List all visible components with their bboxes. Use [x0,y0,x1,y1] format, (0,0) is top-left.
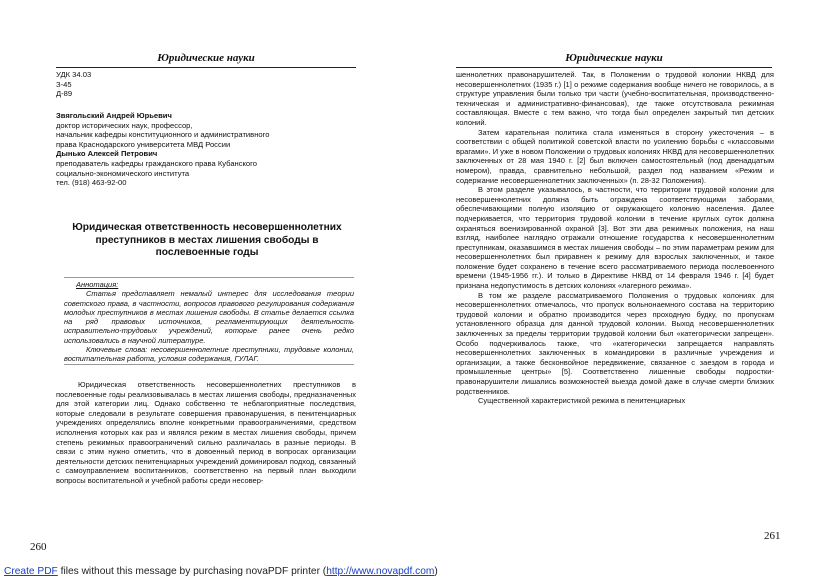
article-title: Юридическая ответственность несовершеннолетних преступников в местах лишения свободы в послевоенные годы [72,222,342,259]
create-pdf-link[interactable]: Create PDF [4,566,58,577]
author1-name: Звягольский Андрей Юрьевич [56,111,172,120]
running-header: Юридические науки [456,52,772,68]
keywords: Ключевые слова: несовершеннолетние преступники, трудовые колонии, воспитательная работа, условия содержания, ГУЛАГ. [64,345,354,364]
author-info [56,111,356,188]
bbk-code: З-45 [56,79,72,89]
footer-text: files without this message by purchasing novaPDF printer ( [57,566,327,577]
page-number: 260 [30,541,47,553]
udc-code: УДК 34.03 [56,70,92,79]
paragraph: Юридическая ответственность несовершеннолетних преступников в послевоенные годы реализовывалась в местах лишения свободы, предназначенных для этой категории лиц. Однако собственно те неблагоприятные последствия, которые следовали в результате совершения правонарушения, в пенитенциарных учреждениях определялись вполне конкретными правоограничениями, средством исполнения которых как раз и являлся режим в местах лишения свободы, причем степень режимных правоограничений сильно различалась в разные периоды. В связи с этим нужно отметить, что в довоенный период в вопросах организации деятельности детских пенитенциарных учреждений доминировал подход, связанный с самоуправлением воспитанников, соответственно на первый план выходили вопросы воспитательной и учебной работы среди несовер- [56,380,356,485]
author1-line: доктор исторических наук, профессор, [56,120,193,130]
paragraph: Существенной характеристикой режима в пенитенциарных [478,396,686,406]
author1-line: права Краснодарского университета МВД России [56,139,231,149]
novapdf-link[interactable]: http://www.novapdf.com [326,566,435,577]
paragraph: шеннолетних правонарушителей. Так, в Положении о трудовой колонии НКВД для несовершеннолетних (1935 г.) [1] о режиме содержания вообще ничего не говорилось, а в структуре управления были только три части (учебно-воспитательная, производственно-техническая и административно-финансовая), где также отсутствовала режимная составляющая. Вместе с тем важно, что тогда был определен закрытый тип детских колоний. [456,70,774,127]
pdf-watermark-footer [0,565,820,580]
abstract-text: Статья представляет немалый интерес для исследования теории советского права, в частности, вопросов правового регулирования содержания молодых преступников в местах лишения свободы. В статье делается ссылка на ряд правовых источников, регламентирующих деятельность исправительно-трудовых учреждений, которые ранее очень редко использовались в научной литературе. [64,289,354,345]
paragraph: В том же разделе рассматриваемого Положения о трудовых колониях для несовершеннолетних отмечалось, что пропуск вольнонаемного состава на территорию трудовой колонии и обратно производится через проходную будку, по пропускам установленного образца для данной трудовой колонии. Выход несовершеннолетних заключенных за пределы территории трудовой колонии был «категорически запрещен». Особо подчеркивалось также, что «категорически запрещается направлять несовершеннолетних заключенных в командировки в различные учреждения и организации, а также бесконвойное передвижение, связанное с заездом в города и промышленные центры» [5]. Соответственно лишенные свободы подростки-правонарушители лишались возможностей выезда домой даже в случае смерти близких родственников. [456,290,774,396]
author2-line: социально-экономического института [56,168,190,178]
paragraph: Затем карательная политика стала изменяться в сторону ужесточения – в соответствии с общей политикой советской власти по усилению борьбы с «классовыми врагами». И уже в новом Положении о трудовых колониях НКВД для несовершеннолетних заключенных от 28 мая 1940 г. [2] был включен самостоятельный (под двенадцатым номером), правда, сравнительно небольшой, раздел под названием «Режим и содержание несовершеннолетних заключенных» (п. 28-32 Положения). [456,127,774,185]
author1-line: начальник кафедры конституционного и административного [56,130,270,140]
author2-line: преподаватель кафедры гражданского права Кубанского [56,158,257,168]
left-page [0,0,410,560]
running-header: Юридические науки [56,52,356,68]
classification-codes [56,70,356,99]
footer-text-end: ) [434,566,438,577]
body-text [456,70,774,406]
author-code: Д-89 [56,89,73,99]
body-text [56,380,356,486]
author2-phone: тел. (918) 463-92-00 [56,178,127,188]
right-page [410,0,820,560]
abstract-label: Аннотация: [76,280,119,289]
paragraph: В этом разделе указывалось, в частности, что территории трудовой колонии для несовершеннолетних должна быть ограждена соответствующими заборами, обеспечивающими полную изоляцию от окружающего колонию населения. Далее подчеркивается, что территория трудовой колонии в течение круглых суток должна охраняться военизированной охраной [3]. Вот эти два режимных положения, на наш взгляд, наиболее наглядно отражали отношение государства к несовершеннолетним преступникам, оказавшимся в местах лишения свободы – по этим параметрам режим для несовершеннолетних был приравнен к режиму для взрослых заключенных, и такое положение будет сохранено в течение всего рассматриваемого периода послевоенного времени (1945-1956 гг.). И только в Директиве НКВД от 14 февраля 1946 г. [4] будет признана недопустимость в детских колониях «лагерного режима». [456,185,774,291]
abstract-box [64,277,354,365]
page-number: 261 [764,530,781,542]
author2-name: Дынько Алексей Петрович [56,149,158,159]
